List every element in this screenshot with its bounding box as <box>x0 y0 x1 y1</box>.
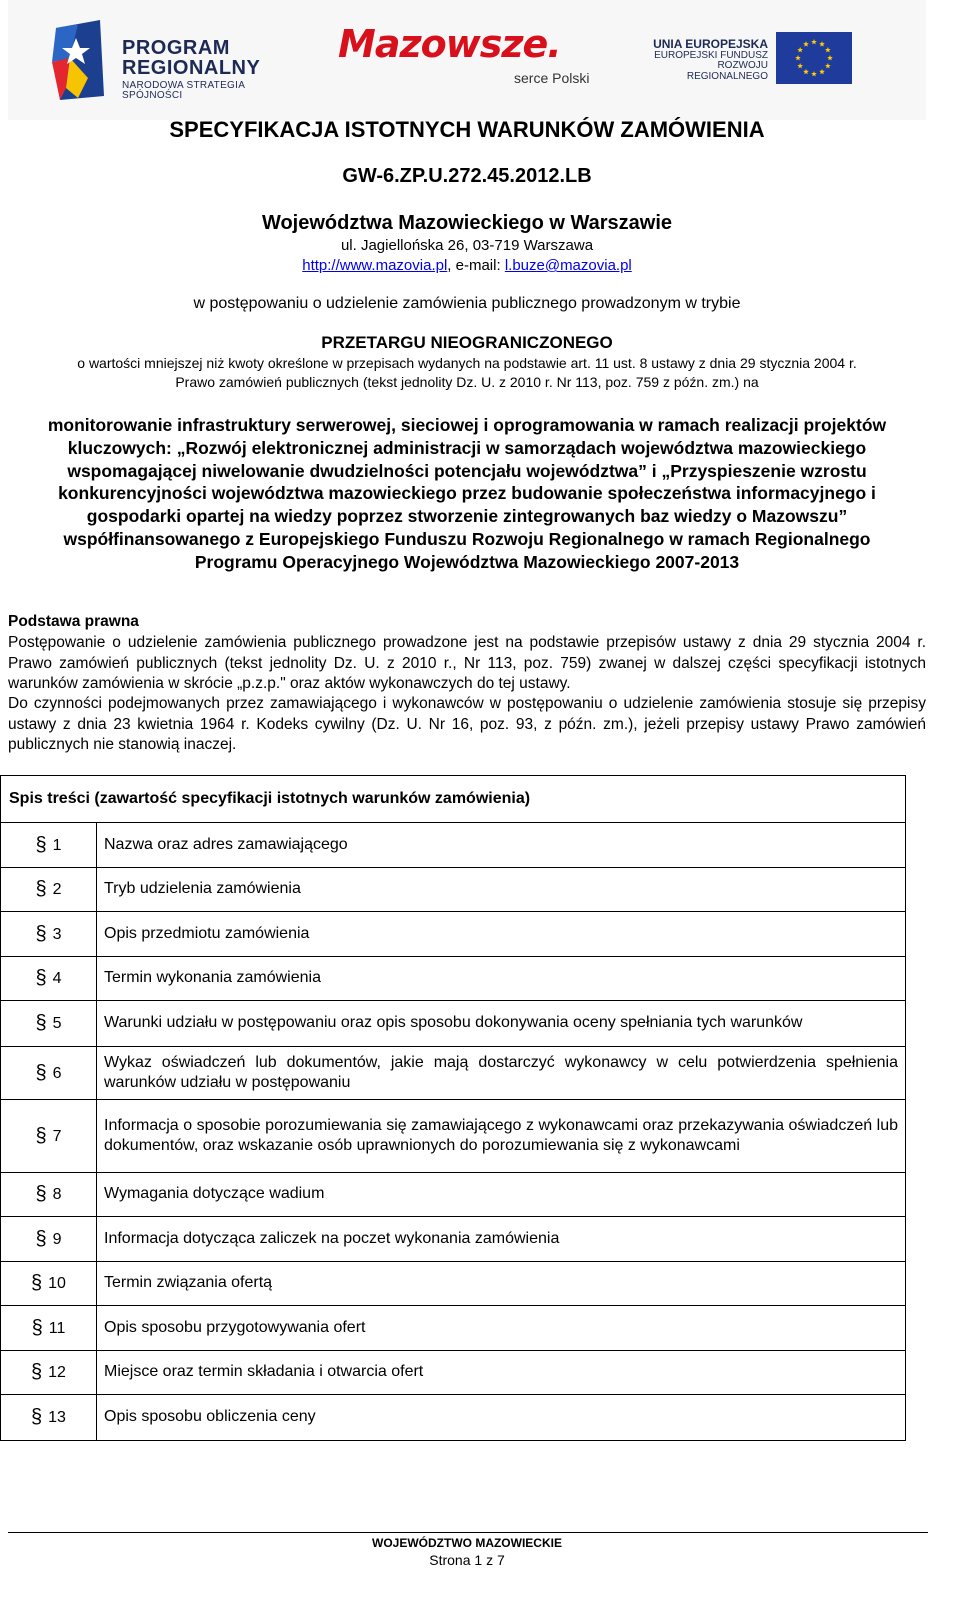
footer-divider <box>8 1532 928 1533</box>
procedure-mode: PRZETARGU NIEOGRANICZONEGO <box>321 333 613 352</box>
section-sign: § <box>31 1316 43 1339</box>
toc-section-number <box>1 957 97 1001</box>
toc-number: 5 <box>52 1015 62 1032</box>
toc-row <box>1 823 906 868</box>
toc-row <box>1 1100 906 1173</box>
footer-page-number: Strona 1 z 7 <box>429 1552 505 1568</box>
toc-row <box>1 1351 906 1395</box>
reference-number: GW-6.ZP.U.272.45.2012.LB <box>342 165 592 187</box>
legal-basis-paragraph-1: Postępowanie o udzielenie zamówienia publicznego prowadzone jest na podstawie przepisów ustawy z dnia 29 stycznia 2004 r. Prawo zamówień publicznych (tekst jednolity Dz. U. z 2010 r., Nr 113, poz. 759) zwanej w dalszej części specyfikacji istotnych warunków zamówienia w skrócie „p.z.p." oraz aktów wykonawczych do tej ustawy. <box>8 634 926 692</box>
section-sign: § <box>35 1012 47 1034</box>
section-sign: § <box>31 1361 43 1383</box>
toc-section-label: Opis sposobu przygotowywania ofert <box>97 1306 906 1351</box>
toc-section-label: Wymagania dotyczące wadium <box>97 1173 906 1217</box>
toc-heading: Spis treści (zawartość specyfikacji istotnych warunków zamówienia) <box>1 776 906 823</box>
toc-section-label: Opis sposobu obliczenia ceny <box>97 1395 906 1441</box>
procedure-value-line-1: o wartości mniejszej niż kwoty określone w przepisach wydanych na podstawie art. 11 ust. 8 ustawy z dnia 29 stycznia 2004 r. <box>77 355 857 371</box>
toc-number: 1 <box>52 836 62 854</box>
eu-union-label: UNIA EUROPEJSKA <box>653 37 768 51</box>
toc-number: 11 <box>48 1319 66 1337</box>
email-link[interactable]: l.buze@mazovia.pl <box>504 257 632 274</box>
organization-name: Województwa Mazowieckiego w Warszawie <box>261 212 673 234</box>
toc-section-number <box>1 1217 97 1262</box>
email-prefix: , e-mail: <box>447 257 505 274</box>
toc-section-label: Opis przedmiotu zamówienia <box>97 912 906 957</box>
document-title: SPECYFIKACJA ISTOTNYCH WARUNKÓW ZAMÓWIENIA <box>169 117 765 142</box>
legal-basis-heading: Podstawa prawna <box>8 613 139 630</box>
procedure-intro: w postępowaniu o udzielenie zamówienia publicznego prowadzonym w trybie <box>193 295 741 312</box>
section-sign: § <box>35 833 47 856</box>
contract-subject: monitorowanie infrastruktury serwerowej, sieciowej i oprogramowania w ramach realizacji projektów kluczowych: „Rozwój elektronicznej administracji w samorządach województwa mazowieckiego wspomagającej niwelowanie dwudzielności potencjału województwa” i „Przyspieszenie wzrostu konkurencyjności województwa mazowieckiego przez budowanie społeczeństwa informacyjnego i gospodarki opartej na wiedzy poprzez stworzenie zintegrowanych baz wiedzy o Mazowszu” współfinansowanego z Europejskiego Funduszu Rozwoju Regionalnego w ramach Regionalnego Programu Operacyjnego Województwa Mazowieckiego 2007-2013 <box>47 415 887 572</box>
toc-row <box>1 1217 906 1262</box>
toc-number: 13 <box>48 1409 66 1426</box>
eu-regional-label: ROZWOJU REGIONALNEGO <box>686 60 768 82</box>
eu-logo <box>634 32 894 92</box>
strategy-label: NARODOWA STRATEGIA SPÓJNOŚCI <box>122 80 245 101</box>
toc-section-number <box>1 1395 97 1441</box>
section-sign: § <box>31 1272 43 1294</box>
toc-section-number <box>1 1001 97 1047</box>
toc-row <box>1 868 906 912</box>
section-sign: § <box>35 1183 47 1205</box>
toc-section-label: Tryb udzielenia zamówienia <box>97 868 906 912</box>
procedure-value-line-2: Prawo zamówień publicznych (tekst jednolity Dz. U. z 2010 r. Nr 113, poz. 759 z późn. zm.) na <box>175 374 759 390</box>
toc-row <box>1 957 906 1001</box>
mazowsze-wordmark: Mazowsze. <box>338 22 561 66</box>
toc-number: 6 <box>52 1064 62 1082</box>
toc-section-number <box>1 1262 97 1306</box>
section-sign: § <box>31 1406 43 1428</box>
toc-row <box>1 1001 906 1047</box>
section-sign: § <box>35 1124 47 1147</box>
logo-bar <box>8 0 926 120</box>
section-sign: § <box>35 1227 47 1250</box>
toc-row <box>1 1395 906 1441</box>
toc-heading-row <box>1 776 906 823</box>
toc-row <box>1 912 906 957</box>
toc-section-label: Miejsce oraz termin składania i otwarcia ofert <box>97 1351 906 1395</box>
toc-number: 12 <box>48 1364 66 1381</box>
organization-address: ul. Jagiellońska 26, 03-719 Warszawa <box>340 237 594 254</box>
toc-number: 10 <box>48 1275 66 1292</box>
toc-section-label: Wykaz oświadczeń lub dokumentów, jakie mają dostarczyć wykonawcy w celu potwierdzenia spełnienia warunków udziału w postępowaniu <box>97 1047 906 1100</box>
program-label: PROGRAM <box>122 37 230 59</box>
toc-row <box>1 1262 906 1306</box>
section-sign: § <box>35 922 47 945</box>
toc-section-label: Termin związania ofertą <box>97 1262 906 1306</box>
website-link[interactable]: http://www.mazovia.pl <box>302 257 448 274</box>
toc-section-number <box>1 1047 97 1100</box>
eu-flag-icon <box>776 32 852 84</box>
toc-number: 3 <box>52 925 62 943</box>
toc-number: 8 <box>52 1186 62 1203</box>
eu-fund-label: EUROPEJSKI FUNDUSZ <box>654 49 768 61</box>
toc-row <box>1 1306 906 1351</box>
toc-number: 4 <box>52 970 62 987</box>
legal-basis-paragraph-2: Do czynności podejmowanych przez zamawiającego i wykonawców w postępowaniu o udzielenie zamówienia stosuje się przepisy ustawy z dnia 23 kwietnia 1964 r. Kodeks cywilny (Dz. U. Nr 16, poz. 93, z późn. zm.), jeżeli przepisy ustawy Prawo zamówień publicznych nie stanowią inaczej. <box>8 695 926 753</box>
toc-number: 9 <box>52 1230 62 1248</box>
toc-section-number <box>1 1100 97 1173</box>
footer-organization: WOJEWÓDZTWO MAZOWIECKIE <box>372 1536 562 1550</box>
toc-section-label: Informacja o sposobie porozumiewania się zamawiającego z wykonawcami oraz przekazywania oświadczeń lub dokumentów, oraz wskazanie osób uprawnionych do porozumiewania się z wykonawcami <box>97 1100 906 1173</box>
toc-section-number <box>1 868 97 912</box>
toc-section-label: Nazwa oraz adres zamawiającego <box>97 823 906 868</box>
regionalny-label: REGIONALNY <box>122 57 261 79</box>
table-of-contents <box>0 775 906 1441</box>
toc-section-label: Termin wykonania zamówienia <box>97 957 906 1001</box>
toc-number: 7 <box>52 1127 62 1145</box>
toc-section-label: Informacja dotycząca zaliczek na poczet wykonania zamówienia <box>97 1217 906 1262</box>
toc-row <box>1 1047 906 1100</box>
program-regionalny-emblem-icon <box>48 18 114 102</box>
section-sign: § <box>35 1061 47 1084</box>
contact-line <box>0 257 934 274</box>
toc-section-number <box>1 1173 97 1217</box>
toc-section-number <box>1 823 97 868</box>
toc-number: 2 <box>52 881 62 898</box>
toc-section-number <box>1 912 97 957</box>
toc-section-label: Warunki udziału w postępowaniu oraz opis sposobu dokonywania oceny spełniania tych warunków <box>97 1001 906 1047</box>
toc-row <box>1 1173 906 1217</box>
program-regionalny-logo <box>48 18 308 102</box>
section-sign: § <box>35 878 47 900</box>
toc-section-number <box>1 1351 97 1395</box>
mazowsze-tagline: serce Polski <box>514 70 590 86</box>
mazowsze-logo <box>338 22 608 92</box>
section-sign: § <box>35 967 47 989</box>
toc-section-number <box>1 1306 97 1351</box>
